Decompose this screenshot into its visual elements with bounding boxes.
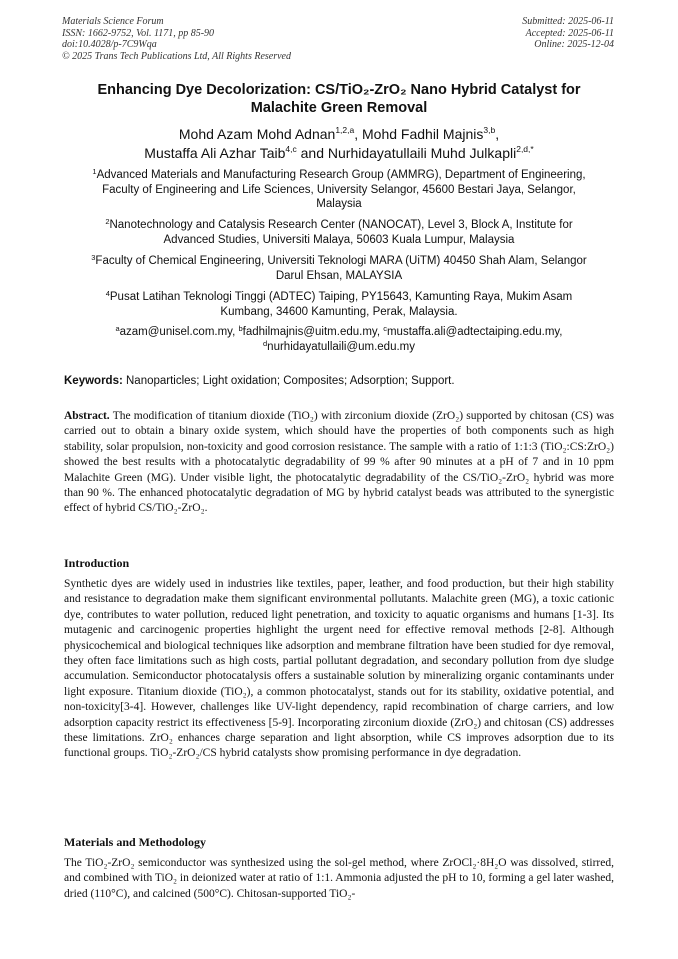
affiliation-1 xyxy=(62,168,616,212)
author-affil: 2,d,* xyxy=(516,144,534,154)
email-tag: a xyxy=(115,324,120,333)
affiliation-2 xyxy=(62,218,616,247)
author-name: Mohd Fadhil Majnis xyxy=(362,126,484,142)
affiliation-line xyxy=(62,290,616,305)
abstract-label: Abstract. xyxy=(64,410,110,422)
keywords-label: Keywords: xyxy=(64,375,123,387)
email-link[interactable]: nurhidayatullaili@um.edu.my xyxy=(267,340,415,353)
keywords-text: Nanoparticles; Light oxidation; Composites; Adsorption; Support. xyxy=(122,375,455,387)
affiliation-text: Advanced Materials and Manufacturing Research Group (AMMRG), Department of Engineering, xyxy=(96,169,586,181)
dates-header xyxy=(522,16,614,51)
affiliation-text: Pusat Latihan Teknologi Tinggi (ADTEC) Taiping, PY15643, Kamunting Raya, Mukim Asam xyxy=(109,291,573,303)
methods-text: The TiO₂-ZrO₂ semiconductor was synthesized using the sol-gel method, where ZrOCl₂·8H₂O was dissolved, stirred, and combined with TiO₂ in deionized water at ratio of 1:1. Ammonia adjusted the pH to 10, forming a gel later washed, dried (110°C), and calcined (500°C). Chitosan-supported TiO₂- xyxy=(64,857,614,900)
author-affil: 4,c xyxy=(285,144,297,154)
online-date: Online: 2025-12-04 xyxy=(534,39,614,50)
paper-title xyxy=(40,81,638,117)
keywords xyxy=(64,374,618,388)
affiliation-line xyxy=(62,168,616,183)
methods-heading: Materials and Methodology xyxy=(64,835,206,849)
author-list xyxy=(40,125,638,163)
issn: ISSN: 1662-9752, Vol. 1171, pp 85-90 xyxy=(62,27,215,39)
email-link[interactable]: azam@unisel.com.my, xyxy=(119,326,239,338)
introduction-heading: Introduction xyxy=(64,556,130,570)
email-tag: c xyxy=(383,324,387,333)
email-line-1 xyxy=(62,325,616,340)
email-link[interactable]: mustaffa.ali@adtectaiping.edu.my, xyxy=(386,326,563,338)
affiliation-4 xyxy=(62,290,616,319)
email-line-2 xyxy=(62,340,616,355)
email-tag: d xyxy=(263,338,268,348)
abstract xyxy=(64,409,614,517)
affiliation-text: Faculty of Chemical Engineering, Universiti Teknologi MARA (UiTM) 40450 Shah Alam, Selangor xyxy=(95,255,587,267)
author-and: and xyxy=(296,145,328,161)
journal-header xyxy=(62,16,291,62)
authors-line-2 xyxy=(40,144,638,163)
affiliation-number: 2 xyxy=(105,217,110,226)
copyright: © 2025 Trans Tech Publications Ltd, All Rights Reserved xyxy=(62,50,291,62)
email-tag: b xyxy=(238,324,243,333)
affiliation-line xyxy=(62,218,616,233)
abstract-text: The modification of titanium dioxide (TiO₂) with zirconium dioxide (ZrO₂) supported by chitosan (CS) was carried out to obtain a binary oxide system, which should have the properties of both components such as high stability, solar propulsion, non-toxicity and good corrosion resistance. The sample with a ratio of 1:1:3 (TiO₂:CS:ZrO₂) showed the best results with a photocatalytic degradability of 99 % after 90 minutes at a pH of 7 and in 10 ppm Malachite Green (MG). Under visible light, the photocatalytic degradability of the CS/TiO₂-ZrO₂ hybrid was more than 90 %. The enhanced photocatalytic degradation of MG by hybrid catalyst beads was attributed to the synergistic effect of hybrid CS/TiO₂-ZrO₂. xyxy=(64,410,614,515)
journal-name: Materials Science Forum xyxy=(62,16,164,27)
authors-line-1 xyxy=(40,125,638,144)
affiliation-text: Nanotechnology and Catalysis Research Center (NANOCAT), Level 3, Block A, Institute for xyxy=(109,219,573,231)
introduction-text: Synthetic dyes are widely used in industries like textiles, paper, leather, and food production, but their high stability and resistance to degradation make them significant environmental pollutants. Malachite green (MG), a toxic cationic dye, contributes to water pollution, reduced light penetration, and toxicity to aquatic organisms and humans [1-3]. Its mutagenic and carcinogenic properties highlight the urgent need for effective removal methods [2-8]. Although physicochemical and biological techniques like adsorption and membrane filtration have been studied for dye removal, they often face limitations such as high costs, partial pollutant degradation, and secondary pollution from dye sludge accumulation. Semiconductor photocatalysis offers a sustainable solution by mineralizing organic contaminants under light exposure. Titanium dioxide (TiO₂), a common photocatalyst, stands out for its stability, oxidative potential, and non-toxicity[3-4]. However, challenges like UV-light dependency, rapid recombination of charge carriers, and low adsorption capacity restrict its effectiveness [5-9]. Incorporating zirconium dioxide (ZrO₂) and chitosan (CS) addresses these limitations. ZrO₂ enhances charge separation and light absorption, while CS improves adsorption due to its functional groups. TiO₂-ZrO₂/CS hybrid catalysts show promising performance in dye degradation. xyxy=(64,578,614,760)
affiliation-line: Darul Ehsan, MALAYSIA xyxy=(275,269,403,282)
affiliation-number: 4 xyxy=(105,289,110,298)
title-line-1: Enhancing Dye Decolorization: CS/TiO₂-ZrO₂ Nano Hybrid Catalyst for xyxy=(97,82,581,98)
doi[interactable]: doi:10.4028/p-7C9Wqa xyxy=(62,39,157,50)
submitted-date: Submitted: 2025-06-11 xyxy=(522,16,614,27)
email-link[interactable]: fadhilmajnis@uitm.edu.my, xyxy=(242,326,384,338)
affiliation-number: 1 xyxy=(92,167,97,176)
affiliation-line xyxy=(62,254,616,269)
affiliation-line: Faculty of Engineering and Life Sciences, University Selangor, 45600 Bestari Jaya, Selangor, xyxy=(102,183,576,196)
title-line-2: Malachite Green Removal xyxy=(250,100,428,116)
affiliation-line: Malaysia xyxy=(316,198,362,210)
author-name: Mohd Azam Mohd Adnan xyxy=(178,126,336,142)
affiliation-line: Kumbang, 34600 Kamunting, Perak, Malaysia. xyxy=(220,305,458,318)
author-affil: 3,b xyxy=(483,125,496,135)
author-name: Mustaffa Ali Azhar Taib xyxy=(144,145,286,161)
author-sep: , xyxy=(495,126,500,142)
author-name: Nurhidayatullaili Muhd Julkapli xyxy=(327,145,517,161)
affiliation-3 xyxy=(62,254,616,283)
accepted-date: Accepted: 2025-06-11 xyxy=(525,27,614,39)
affiliation-number: 3 xyxy=(91,253,96,262)
author-sep: , xyxy=(354,126,362,142)
email-list xyxy=(62,325,616,354)
author-affil: 1,2,a xyxy=(335,125,355,135)
affiliation-line: Advanced Studies, Universiti Malaya, 50603 Kuala Lumpur, Malaysia xyxy=(163,233,515,246)
